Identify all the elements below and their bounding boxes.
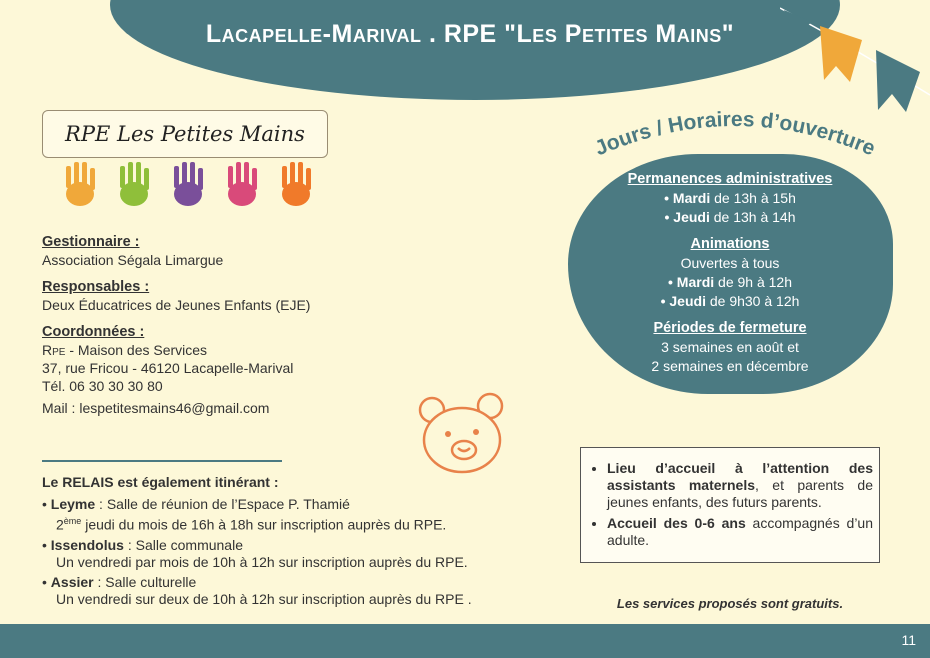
itinerant-place-desc: : Salle de réunion de l’Espace P. Thamié <box>95 496 350 512</box>
coord-address-2: 37, rue Fricou - 46120 Lacapelle-Marival <box>42 360 294 376</box>
anim-1-time: de 9h à 12h <box>714 274 792 290</box>
itinerant-detail <box>42 513 562 534</box>
free-services-note: Les services proposés sont gratuits. <box>616 596 844 611</box>
close-line-1: 3 semaines en août et <box>661 339 799 355</box>
feature-1-rest: , et parents de jeunes enfants, des futurs parents. <box>607 477 873 510</box>
itinerant-item-issendolus <box>42 537 562 571</box>
svg-text:Jours / Horaires d’ouverture <box>591 108 878 160</box>
anim-line-2 <box>590 292 870 311</box>
responsables-value: Deux Éducatrices de Jeunes Enfants (EJE) <box>42 297 311 313</box>
itinerant-detail-sup: ème <box>63 516 82 526</box>
itinerant-item-leyme <box>42 496 562 534</box>
itinerant-place-line: • Issendolus : Salle communale <box>42 536 243 553</box>
features-box <box>580 447 880 563</box>
anim-1-day: • Mardi <box>668 274 715 290</box>
logo-box: RPE Les Petites Mains <box>42 110 328 158</box>
perm-1-time: de 13h à 15h <box>710 190 796 206</box>
coord-tel: Tél. 06 30 30 30 80 <box>42 378 163 394</box>
itinerant-place: Leyme <box>50 496 96 512</box>
itinerant-detail-sup-num: 2 <box>56 516 64 533</box>
coordonnees-label: Coordonnées : <box>42 324 145 340</box>
coord-mail: Mail : lespetitesmains46@gmail.com <box>42 400 270 416</box>
close-line-2: 2 semaines en décembre <box>651 358 809 374</box>
hours-content <box>590 170 870 376</box>
painted-hands-icon <box>58 158 318 216</box>
anim-2-time: de 9h30 à 12h <box>705 293 800 309</box>
itinerant-place-line: • Assier : Salle culturelle <box>42 573 197 590</box>
perm-line-2 <box>590 208 870 227</box>
feature-1-bold: Lieu d’accueil à l’attention des assistants maternels <box>607 460 873 493</box>
itinerant-place-desc: : Salle culturelle <box>93 573 197 590</box>
itinerant-detail: Un vendredi par mois de 10h à 12h sur inscription auprès du RPE. <box>56 553 468 570</box>
coord-address-1 <box>42 342 372 359</box>
feature-2-bold: Accueil des 0-6 ans <box>607 515 746 531</box>
animations-title: Animations <box>690 236 770 252</box>
perm-1-day: • Mardi <box>664 190 711 206</box>
itinerant-place: Assier <box>50 573 94 590</box>
permanences-title: Permanences administratives <box>627 171 833 187</box>
hours-heading <box>570 100 900 180</box>
itinerant-place-line: • Leyme : Salle de réunion de l’Espace P. Thamié <box>42 496 350 512</box>
feature-2-rest: accompagnés d’un adulte. <box>607 515 873 548</box>
perm-2-day: • Jeudi <box>664 209 710 225</box>
hours-heading-text: Jours / Horaires d’ouverture <box>591 107 879 161</box>
itinerant-section <box>42 460 562 608</box>
coord-rpe: Rpe <box>42 342 66 358</box>
itinerant-place: Issendolus <box>50 536 124 553</box>
page-number: 11 <box>901 632 916 648</box>
itinerant-item-assier <box>42 574 562 608</box>
itinerant-detail: Un vendredi sur deux de 10h à 12h sur inscription auprès du RPE . <box>56 590 472 607</box>
coord-address-1-text: - Maison des Services <box>65 342 208 358</box>
perm-2-time: de 13h à 14h <box>709 209 796 225</box>
perm-line-1 <box>590 189 870 208</box>
fermeture-title: Périodes de fermeture <box>653 320 807 336</box>
anim-2-day: • Jeudi <box>660 293 706 309</box>
itinerant-place-desc: : Salle communale <box>123 536 243 553</box>
feature-item <box>607 515 873 549</box>
contact-info <box>42 234 372 418</box>
itinerant-rule <box>42 460 282 462</box>
anim-line-1 <box>590 273 870 292</box>
responsables-label: Responsables : <box>42 279 150 295</box>
footer-bar <box>0 624 930 658</box>
header-banner <box>110 0 840 100</box>
anim-open: Ouvertes à tous <box>680 255 780 271</box>
feature-item <box>607 460 873 511</box>
gestionnaire-label: Gestionnaire : <box>42 234 140 250</box>
itinerant-detail-text: jeudi du mois de 16h à 18h sur inscription auprès du RPE. <box>81 516 447 533</box>
page-title: Lacapelle-Marival . RPE "Les Petites Mains" <box>205 20 735 48</box>
gestionnaire-value: Association Ségala Limargue <box>42 252 224 268</box>
itinerant-title: Le RELAIS est également itinérant : <box>42 474 279 490</box>
